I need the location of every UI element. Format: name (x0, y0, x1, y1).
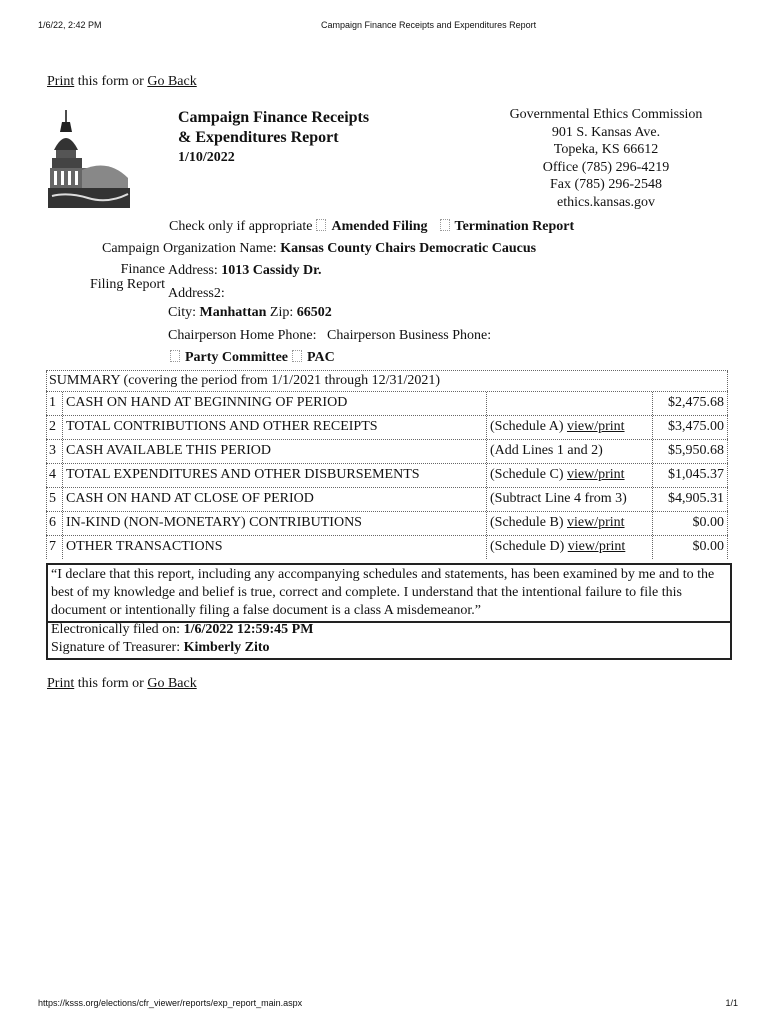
finance-filing-report-label (79, 262, 165, 292)
summary-line-number: 6 (46, 512, 62, 535)
efiled-row (51, 621, 727, 639)
go-back-link[interactable]: Go Back (147, 74, 197, 89)
summary-line-number: 1 (46, 392, 62, 415)
address-value: 1013 Cassidy Dr. (221, 263, 322, 278)
agency-city: Topeka, KS 66612 (553, 142, 659, 157)
signature-label: Signature of Treasurer: (51, 640, 181, 655)
party-committee-label: Party Committee (185, 350, 289, 365)
signature-row (51, 639, 727, 657)
phone-row (168, 328, 491, 344)
summary-schedule-cell (486, 536, 652, 559)
home-phone-label: Chairperson Home Phone: (168, 328, 317, 343)
amended-filing-label: Amended Filing (331, 219, 428, 234)
termination-report-label: Termination Report (454, 219, 575, 234)
pac-checkbox[interactable] (292, 350, 302, 362)
summary-row (46, 415, 728, 439)
declaration-text: “I declare that this report, including any accompanying schedules and statements, has been examined by me and to the best of my knowledge and belief is true, correct and complete. I understand that the intentional failure to file this document or intentionally filing a false document is a class A misdemeanor.” (46, 563, 732, 623)
summary-amount: $2,475.68 (652, 392, 728, 415)
summary-line-description: TOTAL CONTRIBUTIONS AND OTHER RECEIPTS (62, 416, 486, 439)
print-datetime: 1/6/22, 2:42 PM (38, 20, 102, 30)
summary-amount: $1,045.37 (652, 464, 728, 487)
address2-row (168, 286, 225, 302)
report-date: 1/10/2022 (178, 150, 235, 165)
summary-line-description: OTHER TRANSACTIONS (62, 536, 486, 559)
address-row (168, 263, 322, 279)
summary-row (46, 535, 728, 559)
summary-amount: $4,905.31 (652, 488, 728, 511)
summary-row (46, 463, 728, 487)
summary-schedule-text: (Schedule D) (490, 539, 568, 554)
city-zip-row (168, 305, 332, 321)
summary-line-description: CASH ON HAND AT CLOSE OF PERIOD (62, 488, 486, 511)
summary-amount: $3,475.00 (652, 416, 728, 439)
agency-website: ethics.kansas.gov (557, 194, 655, 210)
go-back-link-bottom[interactable]: Go Back (147, 676, 197, 691)
summary-line-description: IN-KIND (NON-MONETARY) CONTRIBUTIONS (62, 512, 486, 535)
summary-schedule-text: (Schedule C) (490, 467, 567, 482)
summary-schedule-text: (Schedule B) (490, 515, 567, 530)
report-title-block (178, 108, 369, 168)
org-name-value: Kansas County Chairs Democratic Caucus (280, 241, 537, 256)
print-link[interactable]: Print (47, 74, 75, 89)
summary-schedule-cell (486, 464, 652, 487)
zip-label: Zip: (269, 305, 294, 320)
schedule-view-print-link[interactable]: view/print (566, 515, 625, 530)
summary-schedule-text: (Schedule A) (490, 419, 567, 434)
schedule-view-print-link[interactable]: view/print (566, 419, 625, 434)
efiled-value: 1/6/2022 12:59:45 PM (183, 622, 314, 637)
nav-connector-text-bottom: this form or (74, 676, 148, 691)
signature-value: Kimberly Zito (183, 640, 270, 655)
schedule-view-print-link[interactable]: view/print (567, 539, 626, 554)
address2-label: Address2: (168, 286, 225, 301)
summary-schedule-cell (486, 440, 652, 463)
business-phone-label: Chairperson Business Phone: (327, 328, 492, 343)
termination-report-checkbox[interactable] (440, 219, 450, 231)
summary-amount: $0.00 (652, 536, 728, 559)
print-page-number: 1/1 (725, 998, 738, 1008)
report-title-line2: & Expenditures Report (178, 129, 339, 146)
side-label-finance: Finance (120, 262, 165, 277)
summary-line-description: CASH AVAILABLE THIS PERIOD (62, 440, 486, 463)
agency-fax: Fax (785) 296-2548 (550, 177, 662, 192)
summary-line-number: 5 (46, 488, 62, 511)
summary-schedule-cell (486, 392, 652, 415)
print-footer (38, 998, 738, 1008)
committee-type-row (168, 350, 335, 366)
address-label: Address: (168, 263, 218, 278)
zip-value: 66502 (296, 305, 332, 320)
summary-line-description: CASH ON HAND AT BEGINNING OF PERIOD (62, 392, 486, 415)
summary-row (46, 391, 728, 415)
agency-office-phone: Office (785) 296-4219 (542, 159, 670, 175)
print-link-bottom[interactable]: Print (47, 676, 75, 691)
summary-row (46, 511, 728, 535)
org-name-label: Campaign Organization Name: (102, 241, 277, 256)
filing-check-label: Check only if appropriate (169, 219, 313, 234)
summary-line-number: 4 (46, 464, 62, 487)
city-label: City: (168, 305, 197, 320)
agency-address (490, 106, 722, 211)
summary-line-number: 7 (46, 536, 62, 559)
capitol-logo-icon (48, 108, 130, 208)
city-value: Manhattan (199, 305, 267, 320)
summary-amount: $5,950.68 (652, 440, 728, 463)
agency-name: Governmental Ethics Commission (509, 107, 703, 122)
organization-name-row (102, 241, 536, 257)
side-label-filing-report: Filing Report (89, 277, 165, 292)
amended-filing-checkbox[interactable] (316, 219, 326, 231)
pac-label: PAC (307, 350, 335, 365)
efiled-box (46, 620, 732, 660)
summary-header: SUMMARY (covering the period from 1/1/2021 through 12/31/2021) (46, 371, 728, 391)
schedule-view-print-link[interactable]: view/print (566, 467, 625, 482)
summary-line-number: 2 (46, 416, 62, 439)
filing-options (169, 219, 574, 235)
agency-street: 901 S. Kansas Ave. (551, 124, 661, 140)
summary-schedule-text: (Subtract Line 4 from 3) (490, 491, 627, 506)
summary-table (46, 370, 728, 559)
summary-row (46, 439, 728, 463)
summary-line-number: 3 (46, 440, 62, 463)
bottom-nav (47, 676, 197, 692)
summary-row (46, 487, 728, 511)
nav-connector-text: this form or (74, 74, 148, 89)
summary-schedule-cell (486, 416, 652, 439)
summary-amount: $0.00 (652, 512, 728, 535)
print-url: https://ksss.org/elections/cfr_viewer/reports/exp_report_main.aspx (38, 998, 303, 1008)
party-committee-checkbox[interactable] (170, 350, 180, 362)
summary-schedule-text: (Add Lines 1 and 2) (490, 443, 603, 458)
top-nav (47, 74, 197, 90)
report-title-line1: Campaign Finance Receipts (178, 109, 370, 126)
summary-schedule-cell (486, 488, 652, 511)
print-title: Campaign Finance Receipts and Expenditures Report (321, 20, 537, 30)
summary-schedule-cell (486, 512, 652, 535)
efiled-label: Electronically filed on: (51, 622, 181, 637)
summary-line-description: TOTAL EXPENDITURES AND OTHER DISBURSEMENTS (62, 464, 486, 487)
